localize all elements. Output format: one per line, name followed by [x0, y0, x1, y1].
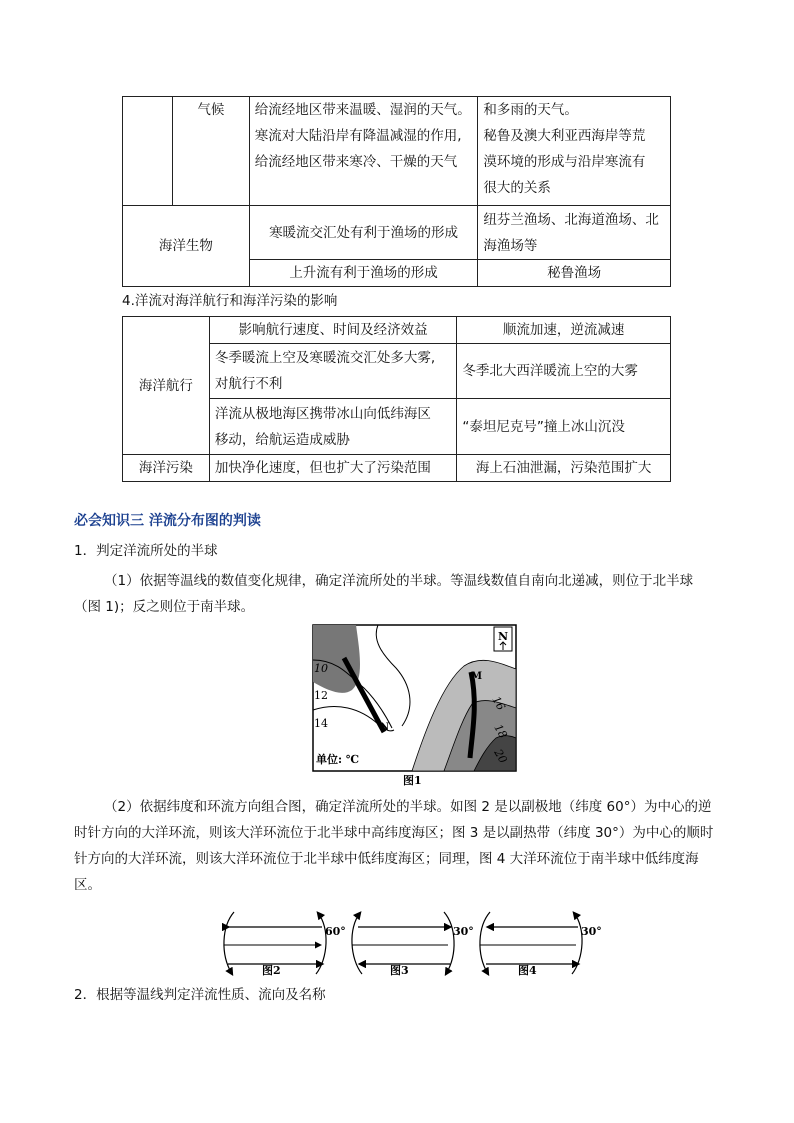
nav-row2-effect-cell — [209, 344, 457, 399]
item1-paragraph1-line: （1）依据等温线的数值变化规律，确定洋流所处的半球。等温线数值自南向北递减，则位于北半球 — [104, 573, 694, 589]
nav-row3-effect-cell — [209, 399, 457, 455]
point-n-label: N — [380, 722, 390, 733]
bio-row1-effect: 寒暖流交汇处有利于渔场的形成 — [249, 206, 478, 260]
item2-title: 2．根据等温线判定洋流性质、流向及名称 — [74, 987, 326, 1003]
figure-caption: 图1 — [403, 774, 422, 787]
isotherm-label: 12 — [314, 689, 328, 702]
climate-example-line: 漠环境的形成与沿岸寒流有 — [483, 154, 646, 170]
gyre-caption: 图2 — [262, 964, 281, 977]
ocean-current-effects-table-continued — [122, 96, 671, 287]
isotherm-label: 18 — [491, 722, 510, 741]
bio-row1-example-line: 纽芬兰渔场、北海道渔场、北 — [483, 211, 659, 228]
isotherm-label: 10 — [314, 662, 328, 675]
nav-row3-effect-line: 洋流从极地海区携带冰山向低纬海区 — [214, 405, 431, 422]
navigation-label: 海洋航行 — [123, 317, 210, 455]
gyre-latitude-label: 30° — [453, 925, 474, 938]
isotherm-label: 14 — [314, 717, 328, 730]
climate-example-line: 秘鲁及澳大利亚西海岸等荒 — [483, 128, 646, 144]
bio-row1-example-cell — [478, 206, 671, 260]
climate-effect-cell — [249, 97, 478, 206]
gyre-latitude-label: 30° — [581, 925, 602, 938]
item1-paragraph2-line: 针方向的大洋环流，则该大洋环流位于北半球中低纬度海区；同理，图 4 大洋环流位于南半球中低纬度海 — [74, 851, 699, 867]
pollution-label: 海洋污染 — [123, 455, 210, 482]
gyre-latitude-label: 60° — [325, 925, 346, 938]
gyre-caption: 图3 — [390, 964, 409, 977]
nav-row3-example: “泰坦尼克号”撞上冰山沉没 — [457, 399, 671, 455]
gyre-figure-2 — [224, 912, 346, 977]
unit-label: 单位: ℃ — [316, 753, 360, 766]
north-label: N — [497, 630, 509, 643]
nav-row1-effect: 影响航行速度、时间及经济效益 — [209, 317, 457, 344]
item1-paragraph2-line: 区。 — [74, 877, 101, 893]
climate-effect-line: 寒流对大陆沿岸有降温减湿的作用, — [254, 128, 462, 144]
nav-row2-example: 冬季北大西洋暖流上空的大雾 — [457, 344, 671, 399]
pollution-effect: 加快净化速度，但也扩大了污染范围 — [209, 455, 457, 482]
navigation-pollution-table — [122, 316, 671, 482]
nav-row3-effect-line: 移动，给航运造成威胁 — [214, 431, 350, 448]
nav-row1-example: 顺流加速，逆流减速 — [457, 317, 671, 344]
cold-water-region — [313, 625, 360, 693]
climate-label: 气候 — [172, 97, 249, 206]
climate-example-cell — [478, 97, 671, 206]
climate-example-line: 和多雨的天气。 — [483, 102, 578, 118]
gyre-figure-4 — [480, 912, 602, 977]
item1-paragraph1-line: （图 1)；反之则位于南半球。 — [74, 599, 255, 615]
figure-1-isotherm-map — [312, 624, 518, 790]
item1-paragraph2-line: 时针方向的大洋环流，则该大洋环流位于北半球中高纬度海区；图 3 是以副热带（纬度 30°）为中心的顺时 — [74, 825, 714, 841]
marine-bio-label: 海洋生物 — [123, 206, 250, 287]
section-heading: 必会知识三 洋流分布图的判读 — [74, 513, 261, 529]
gyre-caption: 图4 — [518, 964, 537, 977]
bio-row2-example: 秘鲁渔场 — [478, 260, 671, 287]
item1-paragraph2-line: （2）依据纬度和环流方向组合图，确定洋流所处的半球。如图 2 是以副极地（纬度 60°）为中心的逆 — [104, 799, 712, 815]
climate-effect-line: 给流经地区带来寒冷、干燥的天气 — [254, 154, 458, 170]
nav-row2-effect-line: 对航行不利 — [214, 376, 283, 392]
point-m-label: M — [471, 671, 483, 682]
climate-example-line: 很大的关系 — [483, 180, 551, 196]
section4-title: 4.洋流对海洋航行和海洋污染的影响 — [122, 293, 338, 309]
isotherm-label: 20 — [491, 747, 510, 766]
blank-category-cell — [123, 97, 173, 206]
bio-row1-example-line: 海渔场等 — [483, 237, 538, 254]
pollution-example: 海上石油泄漏，污染范围扩大 — [457, 455, 671, 482]
nav-row2-effect-line: 冬季暖流上空及寒暖流交汇处多大雾, — [214, 350, 436, 366]
climate-effect-line: 给流经地区带来温暖、湿润的天气。 — [254, 102, 471, 118]
bio-row2-effect: 上升流有利于渔场的形成 — [249, 260, 478, 287]
item1-title: 1．判定洋流所处的半球 — [74, 543, 218, 559]
gyre-figure-3 — [352, 912, 474, 977]
isotherm-label: 16 — [489, 694, 508, 713]
gyre-figures — [222, 904, 602, 980]
